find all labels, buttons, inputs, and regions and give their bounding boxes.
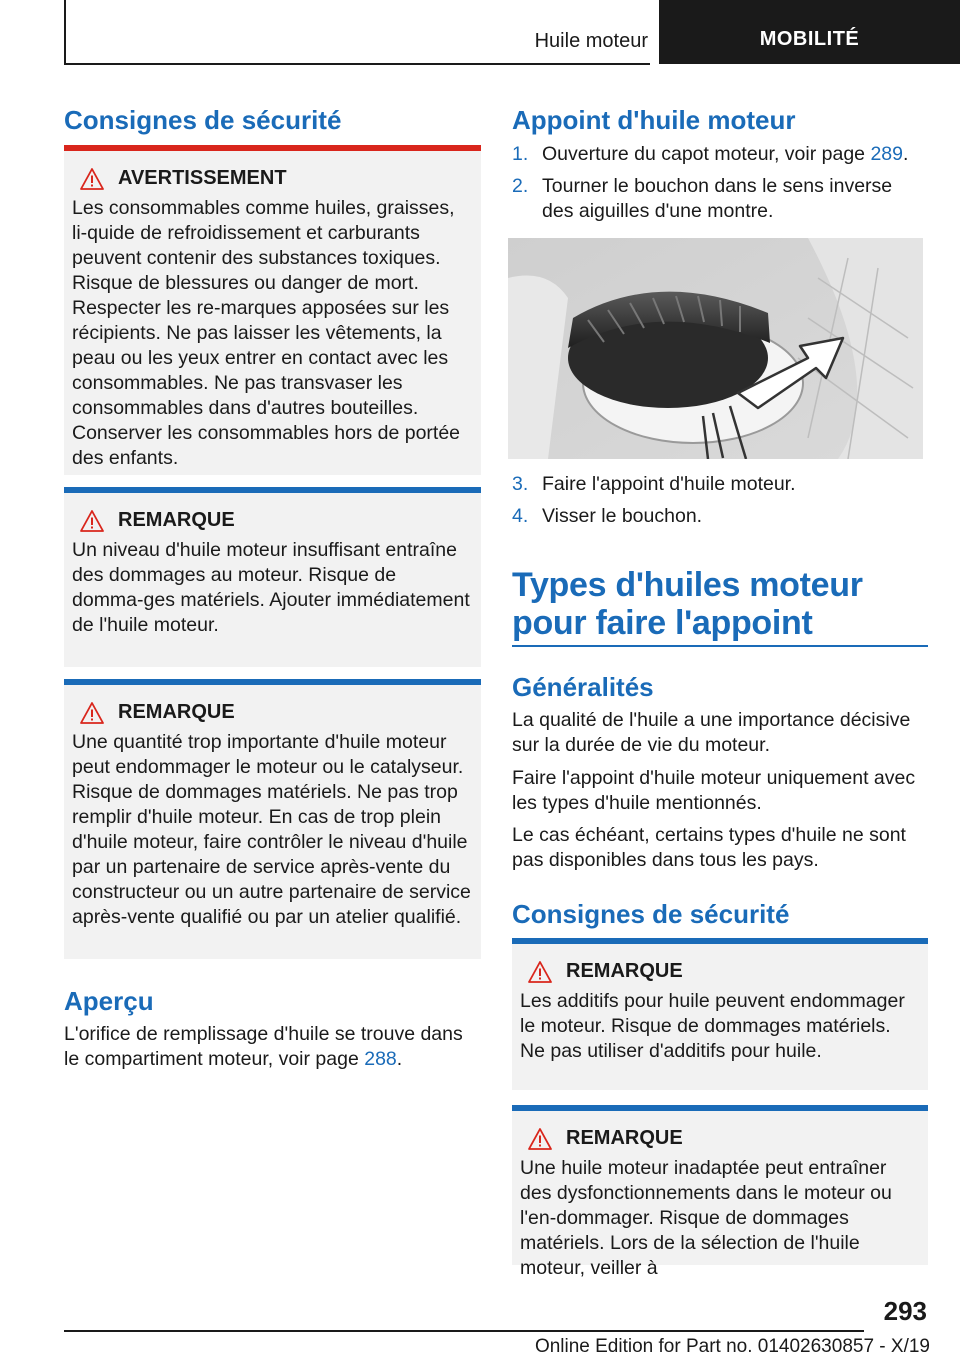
left-safety-heading: Consignes de sécurité xyxy=(64,105,342,135)
warning-triangle-icon xyxy=(80,702,104,724)
header-section-title: Huile moteur xyxy=(534,30,648,52)
warning-triangle-icon xyxy=(528,1128,552,1150)
warning-triangle-icon xyxy=(80,510,104,532)
heading-underline xyxy=(512,645,928,647)
header-chapter-tab[interactable] xyxy=(659,0,960,64)
step-item xyxy=(512,174,928,224)
chapter-label: MOBILITÉ xyxy=(759,27,860,50)
step-item xyxy=(512,472,928,497)
warning-triangle-icon xyxy=(80,168,104,190)
step-1-text: Ouverture du capot moteur, voir page xyxy=(542,143,871,165)
apercu-text-end: . xyxy=(396,1048,403,1070)
note-box-4-text: Une huile moteur inadaptée peut entraîner des dysfonctionnements dans le moteur ou l'en-dommager. Risque de dommages matériels. Lors de la sélection de l'huile moteur, veiller à xyxy=(520,1157,892,1279)
apercu-heading: Aperçu xyxy=(64,986,154,1016)
generalites-p3: Le cas échéant, certains types d'huile ne sont pas disponibles dans tous les pays. xyxy=(512,824,906,871)
generalites-p1: La qualité de l'huile a une importance décisive sur la durée de vie du moteur. xyxy=(512,709,911,756)
note-box-4 xyxy=(512,1105,928,1279)
note-box-2 xyxy=(64,679,481,959)
note-box-1 xyxy=(64,487,481,667)
page-link-288[interactable]: 288 xyxy=(364,1048,397,1070)
note-box-3-text: Les additifs pour huile peuvent endommager le moteur. Risque de dommages matériels. Ne pas utiliser d'additifs pour huile. xyxy=(520,990,905,1062)
warning-title: AVERTISSEMENT xyxy=(118,167,287,189)
note-box-4-header xyxy=(520,1127,920,1150)
step-number: 3. xyxy=(512,473,529,495)
header-rule-horizontal xyxy=(64,63,650,65)
step-text: Tourner le bouchon dans le sens inverse des aiguilles d'une montre. xyxy=(542,175,893,222)
right-safety-heading: Consignes de sécurité xyxy=(512,899,790,929)
note-box-1-text: Un niveau d'huile moteur insuffisant entraîne des dommages au moteur. Risque de domma-ges matériels. Ajouter immédiatement de l'huile moteur. xyxy=(72,539,470,636)
page-number: 293 xyxy=(883,1296,927,1326)
note-box-2-header xyxy=(72,701,473,724)
note-box-4-title: REMARQUE xyxy=(566,1127,683,1149)
apercu-text-body: L'orifice de remplissage d'huile se trouve dans le compartiment moteur, voir page xyxy=(64,1023,463,1070)
steps-list-top xyxy=(512,142,928,224)
footer-edition-text: Online Edition for Part no. 01402630857 - X/19 xyxy=(534,1336,930,1357)
page-link-289[interactable]: 289 xyxy=(870,143,903,165)
step-number: 4. xyxy=(512,505,529,527)
warning-text: Les consommables comme huiles, graisses, li-quide de refroidissement et carburants peuvent contenir des substances toxiques. Risque de blessures ou danger de mort. Respecter les re-marques apposées sur les récipients. Ne pas laisser les vêtements, la peau ou les yeux entrer en contact avec les consommables. Ne pas transvaser les consommables dans d'autres bouteilles. Conserver les consommables hors de portée des enfants. xyxy=(72,197,461,469)
oil-cap-drawing xyxy=(508,238,923,459)
step-text xyxy=(542,142,908,167)
note-box-3-title: REMARQUE xyxy=(566,960,683,982)
step-item xyxy=(512,504,928,529)
oil-types-heading: Types d'huiles moteur pour faire l'appoint xyxy=(512,566,863,642)
steps-list-bottom xyxy=(512,472,928,529)
note-box-1-header xyxy=(72,509,473,532)
note-box-2-title: REMARQUE xyxy=(118,701,235,723)
warning-triangle-icon xyxy=(528,961,552,983)
generalites-p2: Faire l'appoint d'huile moteur uniquement avec les types d'huile mentionnés. xyxy=(512,767,916,814)
step-number: 2. xyxy=(512,175,529,197)
warning-box xyxy=(64,145,481,475)
appoint-heading: Appoint d'huile moteur xyxy=(512,105,796,135)
note-box-3 xyxy=(512,938,928,1090)
footer-rule xyxy=(64,1330,864,1332)
note-box-2-text: Une quantité trop importante d'huile moteur peut endommager le moteur ou le catalyseur. Risque de dommages matériels. Ne pas trop remplir d'huile moteur. En cas de trop plein d'huile moteur, faire contrôler le niveau d'huile par un partenaire de service après-vente du constructeur ou un autre partenaire de service après-vente qualifié ou par un atelier qualifié. xyxy=(72,731,471,928)
warning-box-header xyxy=(72,167,473,190)
step-item xyxy=(512,142,928,167)
note-box-1-title: REMARQUE xyxy=(118,509,235,531)
apercu-text xyxy=(64,1022,481,1072)
step-text: Faire l'appoint d'huile moteur. xyxy=(542,473,796,495)
header-rule-vertical xyxy=(64,0,66,64)
oil-cap-illustration xyxy=(508,238,923,459)
step-number: 1. xyxy=(512,143,529,165)
step-1-end: . xyxy=(902,143,909,165)
step-text: Visser le bouchon. xyxy=(542,505,703,527)
note-box-3-header xyxy=(520,960,920,983)
generalites-heading: Généralités xyxy=(512,672,654,702)
